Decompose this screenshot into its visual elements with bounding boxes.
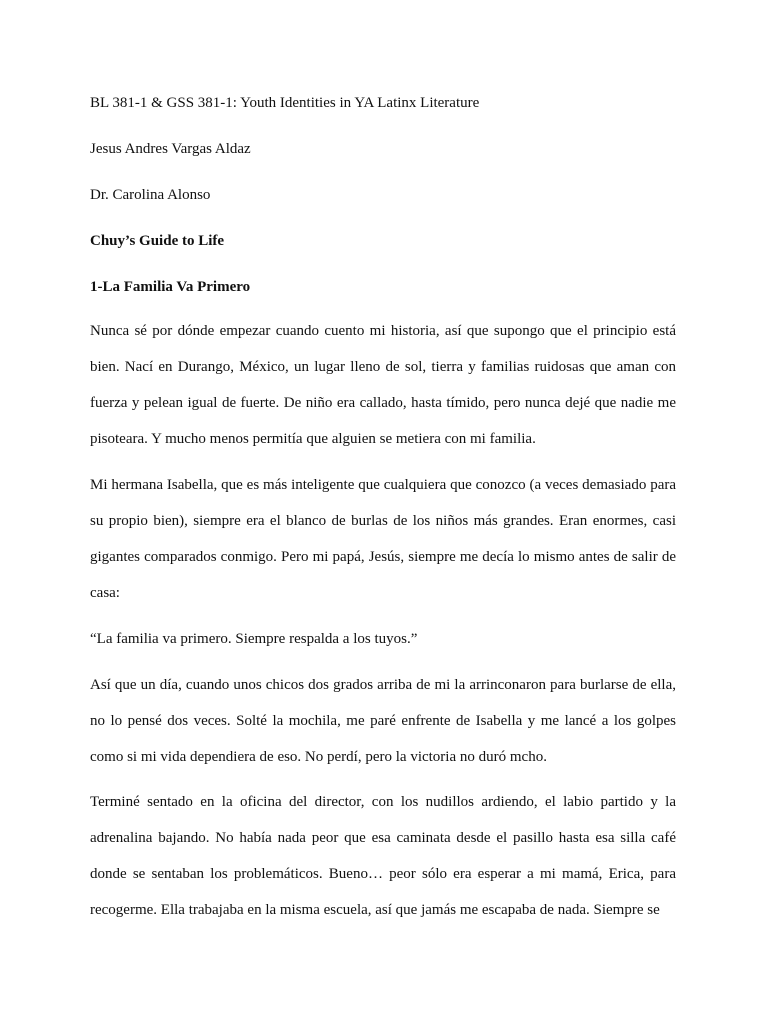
paragraph-4: Así que un día, cuando unos chicos dos grados arriba de mi la arrinconaron para burlarse de ella, no lo pensé dos veces. Solté la mochila, me paré enfrente de Isabella y me lancé a los golpes como si mi vida dependiera de eso. No perdí, pero la victoria no duró mcho. <box>90 677 676 765</box>
professor-line: Dr. Carolina Alonso <box>90 187 211 203</box>
chapter-heading: 1-La Familia Va Primero <box>90 279 251 295</box>
paragraph-1: Nunca sé por dónde empezar cuando cuento mi historia, así que supongo que el principio está bien. Nací en Durango, México, un lugar lleno de sol, tierra y familias ruidosas que aman con fuerza y pelean igual de fuerte. De niño era callado, hasta tímido, pero nunca dejé que nadie me pisoteara. Y mucho menos permitía que alguien se metiera con mi familia. <box>90 323 676 447</box>
course-line: BL 381-1 & GSS 381-1: Youth Identities in YA Latinx Literature <box>90 95 480 111</box>
paragraph-2: Mi hermana Isabella, que es más inteligente que cualquiera que conozco (a veces demasiado para su propio bien), siempre era el blanco de burlas de los niños más grandes. Eran enormes, casi gigantes comparados conmigo. Pero mi papá, Jesús, siempre me decía lo mismo antes de salir de casa: <box>90 477 676 601</box>
paragraph-5: Terminé sentado en la oficina del director, con los nudillos ardiendo, el labio partido y la adrenalina bajando. No había nada peor que esa caminata desde el pasillo hasta esa silla café donde se sentaban los problemáticos. Bueno… peor sólo era esperar a mi mamá, Erica, para recogerme. Ella trabajaba en la misma escuela, así que jamás me escapaba de nada. Siempre se <box>90 794 676 918</box>
author-line: Jesus Andres Vargas Aldaz <box>90 141 251 157</box>
document-title: Chuy’s Guide to Life <box>90 233 225 249</box>
paragraph-3-quote: “La familia va primero. Siempre respalda a los tuyos.” <box>90 631 418 647</box>
